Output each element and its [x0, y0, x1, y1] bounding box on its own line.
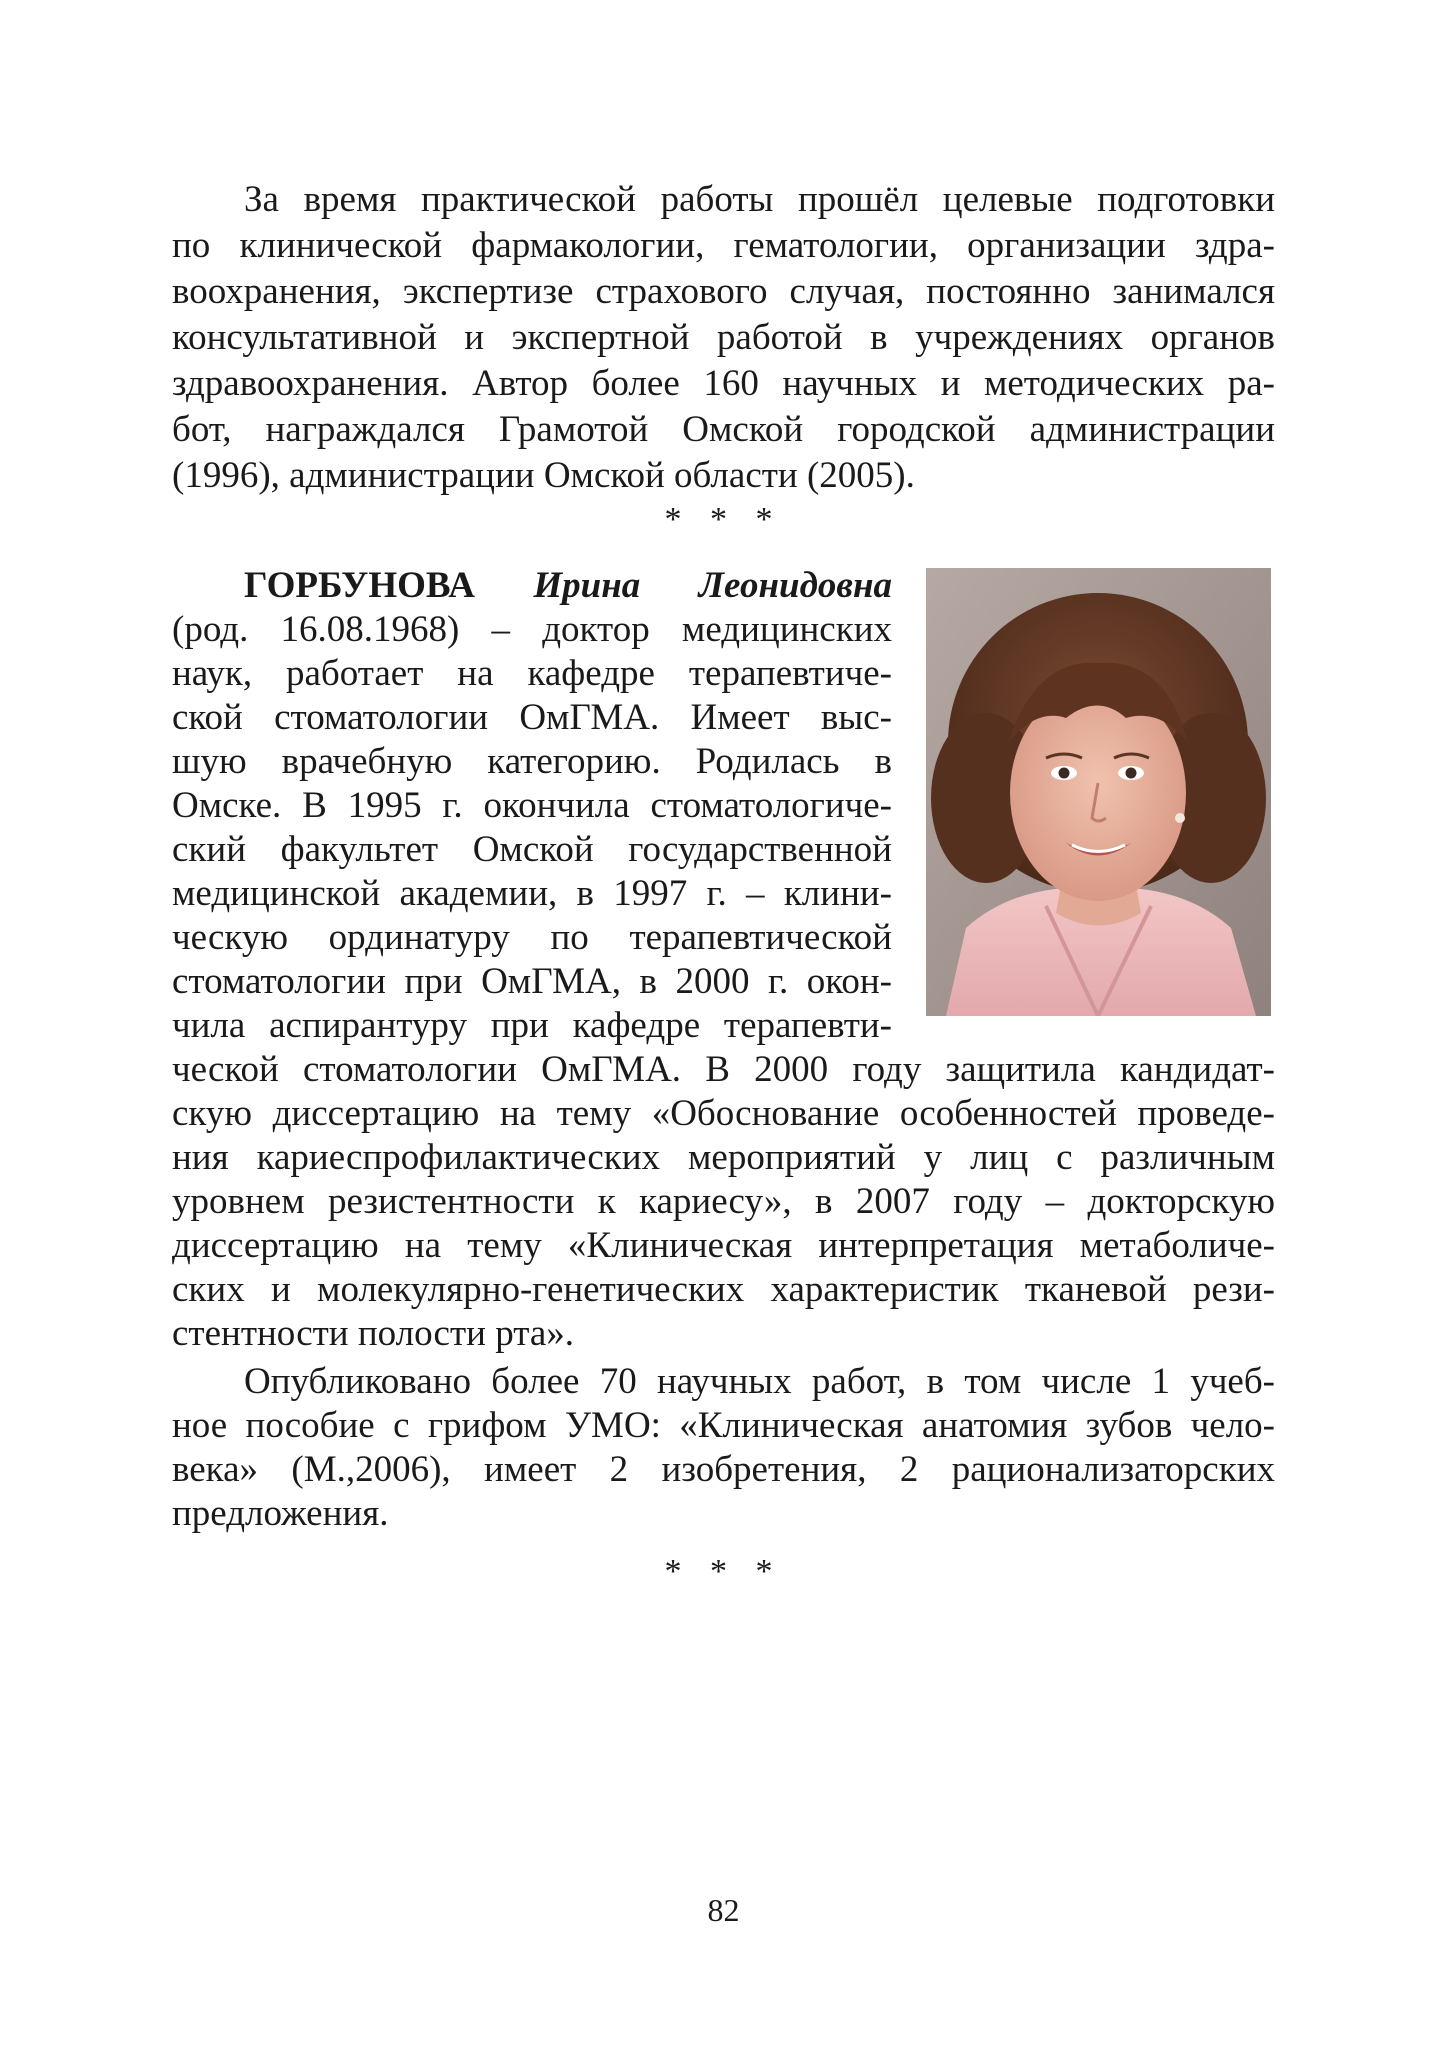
- text-line: ное пособие с грифом УМО: «Клиническая анатомия зубов чело-: [172, 1405, 1275, 1446]
- text-line: здравоохранения. Автор более 160 научных и методических ра-: [172, 363, 1275, 404]
- text-line: Омске. В 1995 г. окончила стоматологиче-: [172, 785, 892, 826]
- text-line: ской стоматологии ОмГМА. Имеет выс-: [172, 697, 892, 738]
- text-line: медицинской академии, в 1997 г. – клини-: [172, 873, 892, 914]
- section-separator: * * *: [664, 501, 783, 538]
- text-line: ческой стоматологии ОмГМА. В 2000 году защитила кандидат-: [172, 1049, 1275, 1090]
- text-line: уровнем резистентности к кариесу», в 2007 году – докторскую: [172, 1181, 1275, 1222]
- text-line: консультативной и экспертной работой в учреждениях органов: [172, 317, 1275, 358]
- text-line: Опубликовано более 70 научных работ, в том числе 1 учеб-: [244, 1361, 1275, 1402]
- text-line: ский факультет Омской государственной: [172, 829, 892, 870]
- text-line: по клинической фармакологии, гематологии, организации здра-: [172, 225, 1275, 266]
- text-line: скую диссертацию на тему «Обоснование особенностей проведе-: [172, 1093, 1275, 1134]
- text-line: воохранения, экспертизе страхового случая, постоянно занимался: [172, 271, 1275, 312]
- text-line: ния кариеспрофилактических мероприятий у лиц с различным: [172, 1137, 1275, 1178]
- text-line: предложения.: [172, 1493, 389, 1534]
- text-line: ческую ординатуру по терапевтической: [172, 917, 892, 958]
- name-heading: [244, 564, 892, 608]
- text-line: стентности полости рта».: [172, 1313, 574, 1354]
- given-names: Ирина Леонидовна: [533, 565, 892, 606]
- text-line: бот, награждался Грамотой Омской городской администрации: [172, 409, 1275, 450]
- text-line: (род. 16.08.1968) – доктор медицинских: [172, 609, 892, 650]
- section-separator: * * *: [664, 1553, 783, 1590]
- text-line: диссертацию на тему «Клиническая интерпретация метаболиче-: [172, 1225, 1275, 1266]
- page-number: 82: [707, 1892, 740, 1928]
- text-line: За время практической работы прошёл целевые подготовки: [244, 179, 1275, 220]
- text-line: ских и молекулярно-генетических характеристик тканевой рези-: [172, 1269, 1275, 1310]
- text-line: наук, работает на кафедре терапевтиче-: [172, 653, 892, 694]
- text-line: чила аспирантуру при кафедре терапевти-: [172, 1005, 892, 1046]
- portrait-photo: [926, 568, 1271, 1016]
- text-line: века» (М.,2006), имеет 2 изобретения, 2 рационализаторских: [172, 1449, 1275, 1490]
- surname: ГОРБУНОВА: [244, 565, 475, 606]
- text-line: шую врачебную категорию. Родилась в: [172, 741, 892, 782]
- text-line: (1996), администрации Омской области (2005).: [172, 455, 915, 496]
- text-line: стоматологии при ОмГМА, в 2000 г. окон-: [172, 961, 892, 1002]
